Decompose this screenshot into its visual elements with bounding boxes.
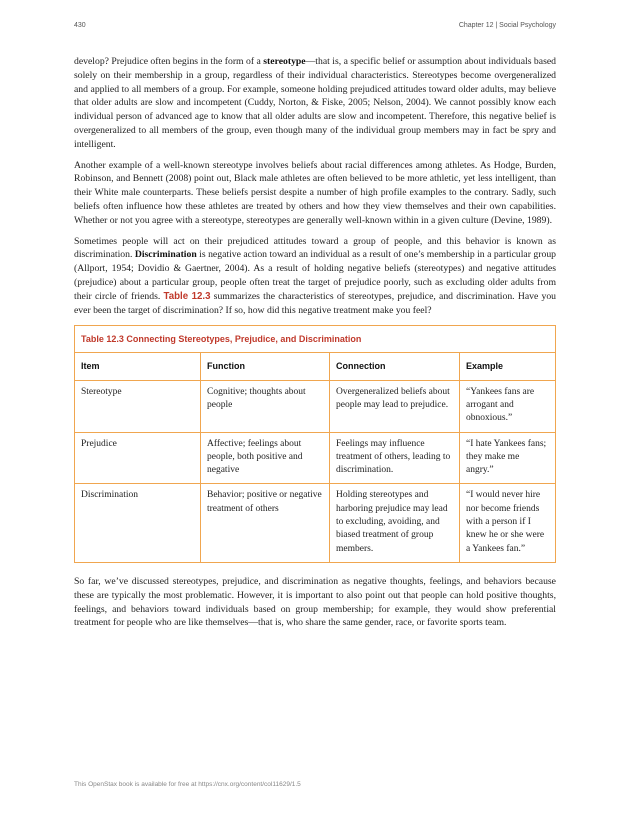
cell-example: “I hate Yankees fans; they make me angry.”	[460, 432, 556, 484]
cell-example: “Yankees fans are arrogant and obnoxious.”	[460, 380, 556, 432]
comparison-table	[75, 353, 555, 562]
paragraph-athletes: Another example of a well-known stereotype involves beliefs about racial differences among athletes. As Hodge, Burden, Robinson, and Bennett (2008) point out, Black male athletes are often believed to be more athletic, yet less intelligent, than their White male counterparts. These beliefs persist despite a number of high profile examples to the contrary. Sadly, such beliefs often influence how these athletes are treated by others and how they view themselves and their own capabilities. Whether or not you agree with a stereotype, stereotypes are generally well-known within in a given culture (Devine, 1989).	[74, 159, 556, 226]
table-12-3	[74, 325, 556, 563]
cell-example: “I would never hire nor become friends with a person if I knew he or she were a Yankees fan.”	[460, 484, 556, 562]
table-title: Table 12.3 Connecting Stereotypes, Prejudice, and Discrimination	[75, 326, 555, 353]
header-item: Item	[75, 353, 201, 380]
paragraph-stereotype: develop? Prejudice often begins in the form of a stereotype—that is, a specific belief or assumption about individuals based solely on their membership in a group, regardless of their individual characteristics. Stereotypes become overgeneralized and applied to all members of a group. For example, someone holding prejudiced attitudes toward older adults, may believe that older adults are slow and incompetent (Cuddy, Norton, & Fiske, 2005; Nelson, 2004). We cannot possibly know each individual person of advanced age to know that all older adults are slow and incompetent. Therefore, this negative belief is overgeneralized to all members of the group, even though many of the individual group members may in fact be spry and intelligent.	[74, 56, 556, 150]
cell-item: Prejudice	[75, 432, 201, 484]
cell-function: Cognitive; thoughts about people	[201, 380, 330, 432]
page-number: 430	[74, 22, 86, 29]
cell-connection: Overgeneralized beliefs about people may lead to prejudice.	[330, 380, 460, 432]
cell-connection: Holding stereotypes and harboring prejudice may lead to excluding, avoiding, and biased treatment of group members.	[330, 484, 460, 562]
table-row	[75, 380, 555, 432]
term-discrimination: Discrimination	[134, 249, 197, 261]
cell-connection: Feelings may influence treatment of others, leading to discrimination.	[330, 432, 460, 484]
page-footer: This OpenStax book is available for free at https://cnx.org/content/col11629/1.5	[74, 781, 301, 788]
header-example: Example	[460, 353, 556, 380]
header-function: Function	[201, 353, 330, 380]
paragraph-positive: So far, we’ve discussed stereotypes, prejudice, and discrimination as negative thoughts, feelings, and behaviors because these are typically the most problematic. However, it is important to also point out that people can hold positive thoughts, feelings, and behaviors toward individuals based on group membership; for example, they would show preferential treatment for people who are like themselves—that is, who share the same gender, race, or favorite sports team.	[74, 575, 556, 629]
paragraph-discrimination: Sometimes people will act on their prejudiced attitudes toward a group of people, and this behavior is known as discrimination. Discrimination is negative action toward an individual as a result of one’s membership in a particular group (Allport, 1954; Dovidio & Gaertner, 2004). As a result of holding negative beliefs (stereotypes) and negative attitudes (prejudice) about a particular group, people often treat the target of prejudice poorly, such as excluding older adults from their circle of friends. Table 12.3 summarizes the characteristics of stereotypes, prejudice, and discrimination. Have you ever been the target of discrimination? If so, how did this negative treatment make you feel?	[74, 235, 557, 316]
cell-item: Discrimination	[81, 490, 138, 501]
table-reference-link[interactable]: Table 12.3	[163, 290, 211, 302]
term-stereotype: stereotype	[263, 56, 306, 67]
table-header-row	[75, 353, 555, 380]
table-row	[75, 432, 555, 484]
cell-function: Affective; feelings about people, both positive and negative	[201, 432, 330, 484]
cell-item: Stereotype	[75, 380, 201, 432]
header-connection: Connection	[330, 353, 460, 380]
cell-function: Behavior; positive or negative treatment of others	[201, 484, 330, 562]
table-row	[75, 484, 555, 562]
page-content	[74, 55, 556, 637]
chapter-title: Chapter 12 | Social Psychology	[458, 22, 556, 29]
